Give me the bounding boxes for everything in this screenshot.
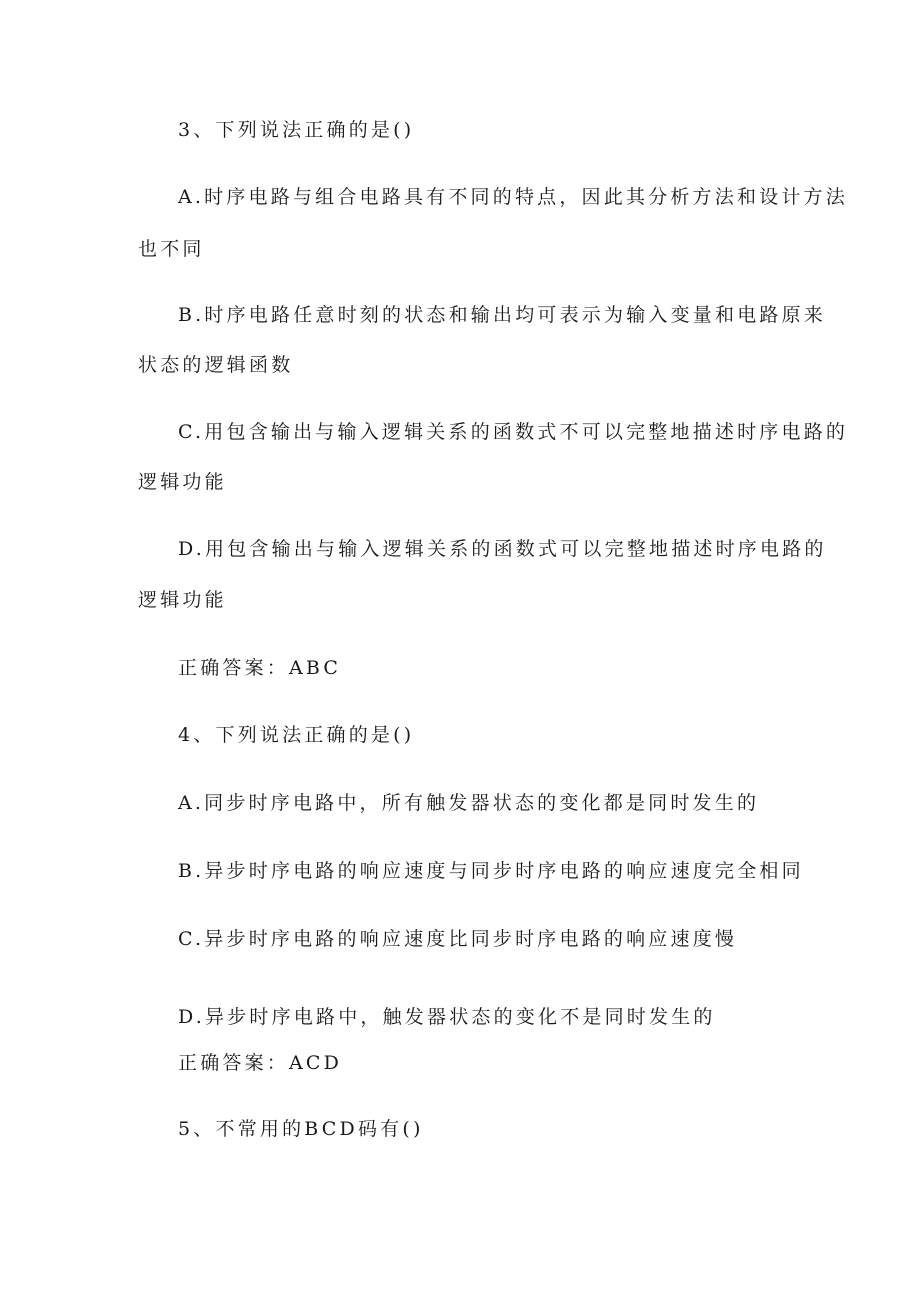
question-3-option-b-line2: 状态的逻辑函数: [138, 354, 294, 376]
question-4-stem: 4、下列说法正确的是(): [178, 724, 415, 746]
question-3-option-c-line1: C.用包含输出与输入逻辑关系的函数式不可以完整地描述时序电路的: [178, 421, 849, 443]
question-3-option-c-line2: 逻辑功能: [138, 471, 227, 493]
question-4-option-d: D.异步时序电路中，触发器状态的变化不是同时发生的: [178, 1006, 716, 1028]
question-4-option-b: B.异步时序电路的响应速度与同步时序电路的响应速度完全相同: [178, 860, 804, 882]
question-4-option-c: C.异步时序电路的响应速度比同步时序电路的响应速度慢: [178, 928, 738, 950]
question-4-option-a: A.同步时序电路中，所有触发器状态的变化都是同时发生的: [178, 792, 760, 814]
question-3-option-d-line1: D.用包含输出与输入逻辑关系的函数式可以完整地描述时序电路的: [178, 538, 827, 560]
question-4-answer: 正确答案：ACD: [178, 1052, 343, 1074]
question-3-option-a-line1: A.时序电路与组合电路具有不同的特点，因此其分析方法和设计方法: [178, 186, 848, 208]
question-3-option-a-line2: 也不同: [138, 238, 205, 260]
question-3-stem: 3、下列说法正确的是(): [178, 119, 415, 141]
question-3-answer: 正确答案：ABC: [178, 657, 342, 679]
question-3-option-b-line1: B.时序电路任意时刻的状态和输出均可表示为输入变量和电路原来: [178, 304, 827, 326]
question-5-stem: 5、不常用的BCD码有(): [178, 1118, 424, 1140]
question-3-option-d-line2: 逻辑功能: [138, 589, 227, 611]
